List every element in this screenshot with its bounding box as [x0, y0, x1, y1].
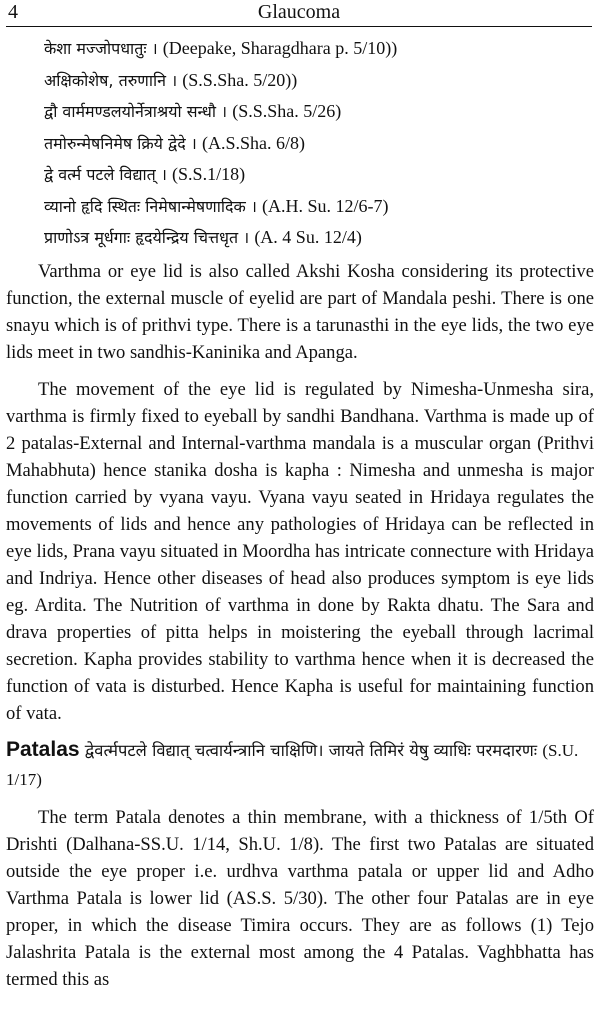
verse-reference: (Deepake, Sharagdhara p. 5/10)) [162, 38, 398, 58]
page-number: 4 [8, 1, 18, 23]
verse-sanskrit: तमोरुन्मेषनिमेष क्रिये द्वेदे । [44, 133, 202, 153]
verse-sanskrit: अक्षिकोशेष, तरुणानि । [44, 70, 183, 90]
verse-line [44, 33, 594, 65]
verse-line [44, 159, 594, 191]
verse-sanskrit: द्वे वर्त्म पटले विद्यात् । [44, 165, 173, 184]
patalas-reference: (S.U. 1/17) [6, 740, 579, 789]
verse-line [44, 96, 594, 128]
verse-reference: (A.H. Su. 12/6-7) [262, 195, 389, 216]
patalas-section [6, 735, 594, 794]
paragraph-eyelid-movement: The movement of the eye lid is regulated by Nimesha-Unmesha sira, varthma is firmly fixed to eyeball by sandhi Bandhana. Varthma is made up of 2 patalas-External and Internal-varthma mandala is a muscular organ (Prithvi Mahabhuta) hence stanika dosha is kapha : Nimesha and unmesha is major function carried by vyana vayu. Vyana vayu seated in Hridaya regulates the movements of lids and hence any pathologies of Hridaya can be reflected in eye lids, Prana vayu situated in Moordha has intricate connecture with Hridaya and Indriya. Hence other diseases of head also produces symptom is eye lids eg. Ardita. The Nutrition of varthma in done by Rakta dhatu. The Sara and drava properties of pitta helps in moistering the eyeball through lacrimal secretion. Kapha provides stability to varthma hence when it is decreased the function of vata is disturbed. Hence Kapha is useful for maintaining function of vata. [6, 378, 594, 724]
verse-reference: (S.S.1/18) [172, 164, 246, 184]
verse-sanskrit: प्राणोऽत्र मूर्धगाः हृदयेन्द्रिय चित्तधृत । [44, 228, 255, 247]
verse-list [44, 33, 594, 254]
running-title: Glaucoma [257, 1, 341, 23]
paragraph-patala-definition: The term Patala denotes a thin membrane, with a thickness of 1/5th Of Drishti (Dalhana-SS.U. 1/14, Sh.U. 1/8). The first two Patalas are situated outside the eye proper i.e. urdhva varthma patala or upper lid and Adho Varthma Patala is lower lid (AS.S. 5/30). The other four Patalas are in eye proper, in which the disease Timira occurs. They are as follows (1) Tejo Jalashrita Patala is the external most among the 4 Patalas. Vaghbhatta has termed this as [6, 806, 594, 990]
verse-reference: (A. 4 Su. 12/4) [254, 227, 362, 247]
verse-sanskrit: व्यानो हृदि स्थितः निमेषान्मेषणादिक । [44, 196, 263, 216]
section-heading: Patalas [6, 737, 80, 761]
patalas-sanskrit: द्वेवर्त्मपटले विद्यात् चत्वार्यन्त्रानि चाक्षिणि। जायते तिमिरं येषु व्याधिः परमदारणः [79, 740, 543, 760]
verse-line [44, 128, 594, 160]
page-header [6, 0, 592, 27]
verse-sanskrit: द्वौ वार्ममण्डलयोर्नेत्राश्रयो सन्धौ । [44, 102, 233, 121]
verse-reference: (S.S.Sha. 5/20)) [182, 69, 298, 90]
verse-reference: (A.S.Sha. 6/8) [201, 132, 305, 153]
verse-reference: (S.S.Sha. 5/26) [232, 101, 342, 121]
verse-sanskrit: केशा मज्जोपधातुः । [44, 39, 163, 58]
verse-line [44, 65, 594, 97]
paragraph-varthma-intro: Varthma or eye lid is also called Akshi Kosha considering its protective function, the external muscle of eyelid are part of Mandala peshi. There is one snayu which is of prithvi type. There is a tarunasthi in the eye lids, the two eye lids meet in two sandhis-Kaninika and Apanga. [6, 260, 594, 363]
verse-line [44, 191, 594, 223]
verse-line [44, 222, 594, 254]
